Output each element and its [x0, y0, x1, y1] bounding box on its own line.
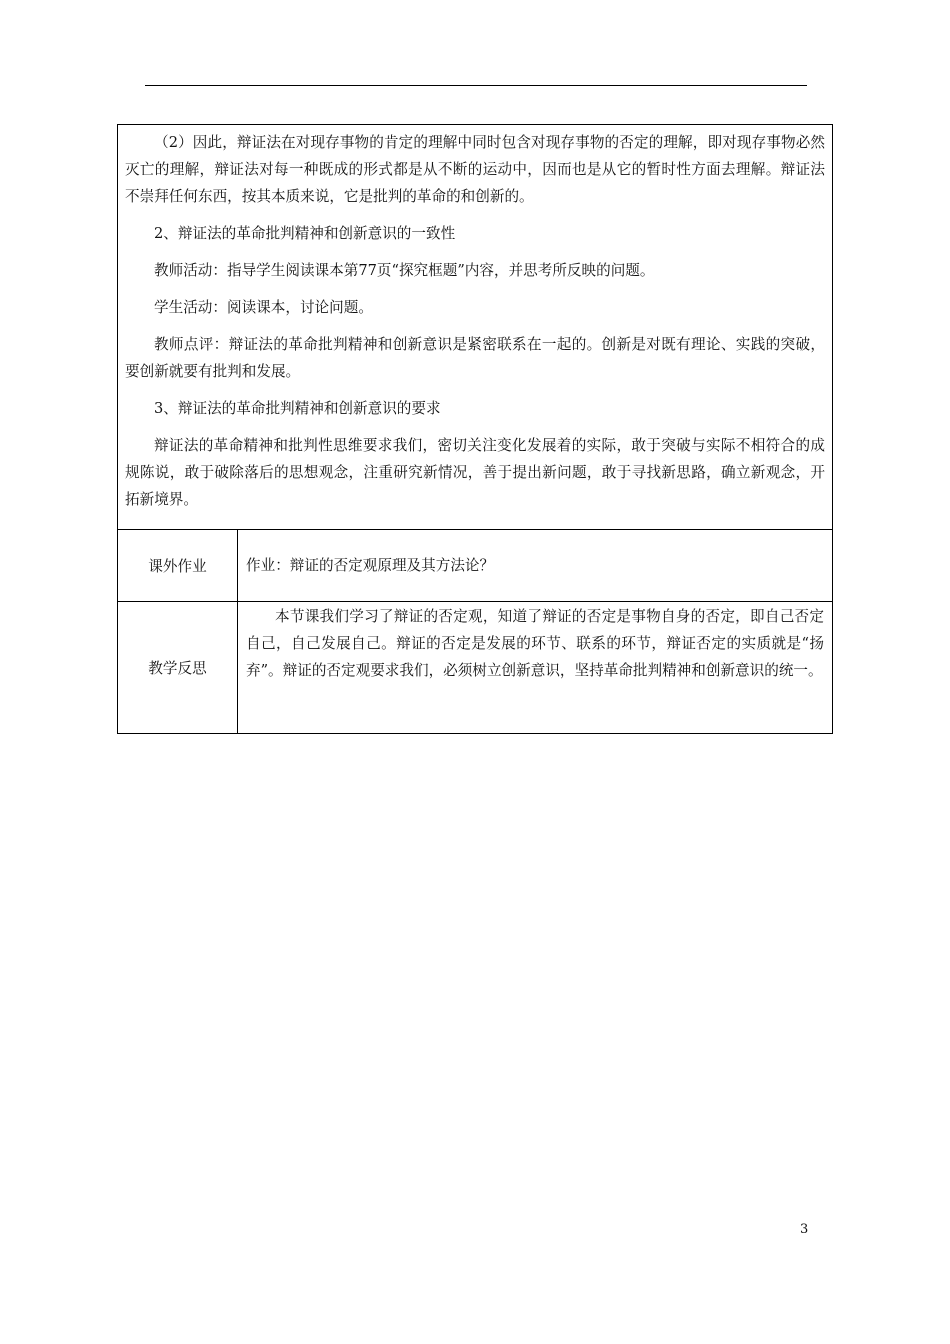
homework-label: 课外作业 [118, 530, 238, 601]
reflection-label: 教学反思 [118, 602, 238, 733]
lesson-content-cell [118, 125, 832, 530]
teacher-comment: 教师点评：辩证法的革命批判精神和创新意识是紧密联系在一起的。创新是对既有理论、实践的突破，要创新就要有批判和发展。 [125, 336, 825, 380]
paragraph-requirements: 辩证法的革命精神和批判性思维要求我们，密切关注变化发展着的实际，敢于突破与实际不相符合的成规陈说，敢于破除落后的思想观念，注重研究新情况，善于提出新问题，敢于寻找新思路，确立新观念，开拓新境界。 [125, 437, 825, 508]
header-rule [145, 85, 807, 86]
reflection-content: 本节课我们学习了辩证的否定观，知道了辩证的否定是事物自身的否定，即自己否定自己，自己发展自己。辩证的否定是发展的环节、联系的环节，辩证否定的实质就是“扬弃”。辩证的否定观要求我们，必须树立创新意识，坚持革命批判精神和创新意识的统一。 [246, 608, 824, 679]
teacher-activity: 教师活动：指导学生阅读课本第77页“探究框题”内容，并思考所反映的问题。 [154, 262, 655, 279]
page-number: 3 [800, 1222, 809, 1237]
student-activity: 学生活动：阅读课本，讨论问题。 [154, 299, 373, 316]
paragraph-dialectic-negation: （2）因此，辩证法在对现存事物的肯定的理解中同时包含对现存事物的否定的理解，即对现存事物必然灭亡的理解，辩证法对每一种既成的形式都是从不断的运动中，因而也是从它的暂时性方面去理解。辩证法不崇拜任何东西，按其本质来说，它是批判的革命的和创新的。 [125, 134, 825, 205]
lesson-table [117, 124, 833, 734]
reflection-row [118, 602, 832, 733]
homework-content: 作业：辩证的否定观原理及其方法论？ [246, 557, 495, 574]
homework-row [118, 530, 832, 602]
heading-consistency: 2、辩证法的革命批判精神和创新意识的一致性 [154, 225, 456, 242]
heading-requirements: 3、辩证法的革命批判精神和创新意识的要求 [154, 400, 441, 417]
